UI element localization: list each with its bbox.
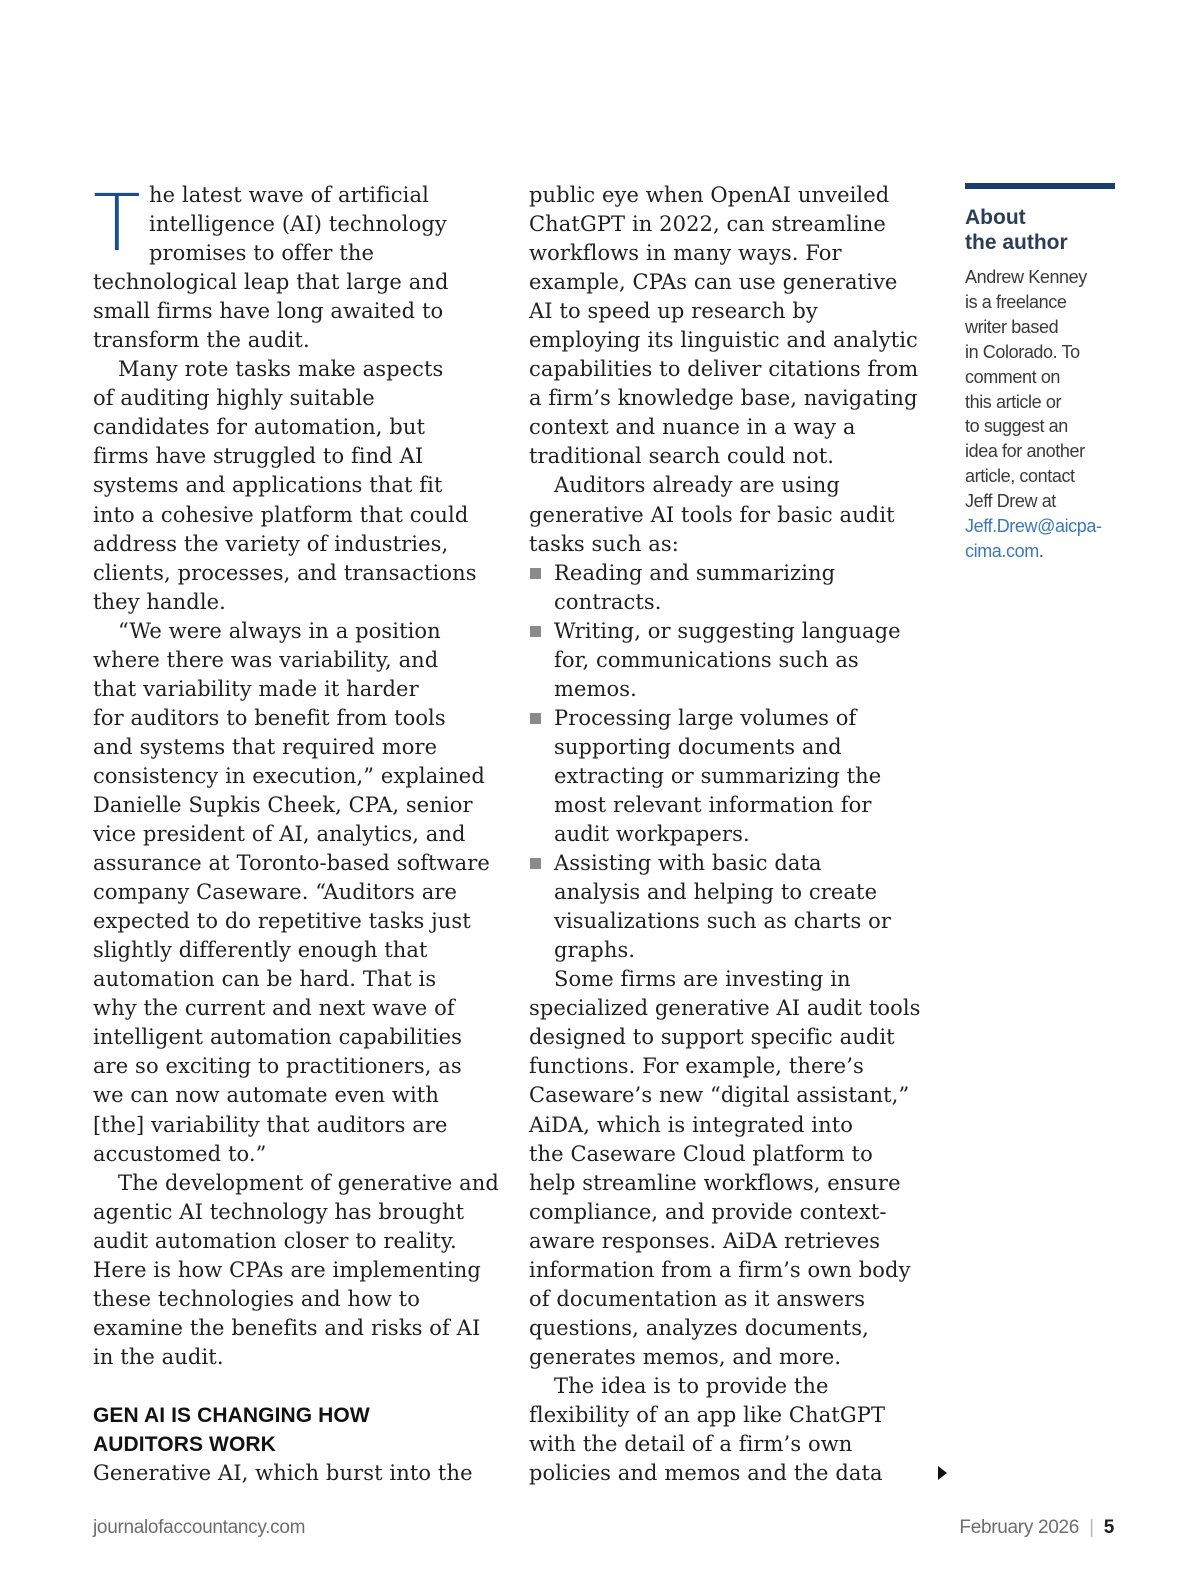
email-link[interactable] xyxy=(965,539,1115,564)
body-line: policies and memos and the data xyxy=(529,1461,883,1486)
body-line: The development of generative and xyxy=(118,1170,499,1195)
bullet-text: Assisting with basic data xyxy=(554,851,822,876)
body-line: intelligence (AI) technology xyxy=(149,212,447,237)
body-line: AI to speed up research by xyxy=(529,299,818,324)
bullet-continuation: supporting documents and xyxy=(554,734,842,759)
bio-line: writer based xyxy=(965,316,1059,337)
bio-line: in Colorado. To xyxy=(965,341,1080,362)
body-line: specialized generative AI audit tools xyxy=(529,996,921,1021)
body-line: public eye when OpenAI unveiled xyxy=(529,183,890,207)
bio-line: this article or xyxy=(965,391,1062,412)
bullet-continuation: for, communications such as xyxy=(554,647,859,672)
body-line: and systems that required more xyxy=(93,734,438,759)
body-line: systems and applications that fit xyxy=(93,473,443,498)
bullet-continuation: visualizations such as charts or xyxy=(554,909,892,934)
bullet-continuation: graphs. xyxy=(554,938,636,963)
body-line: the Caseware Cloud platform to xyxy=(529,1141,873,1166)
body-line: audit automation closer to reality. xyxy=(93,1228,457,1253)
sidebar-rule xyxy=(965,183,1115,189)
continue-arrow-icon xyxy=(938,1466,947,1480)
body-line: he latest wave of artificial xyxy=(149,183,429,207)
body-line: technological leap that large and xyxy=(93,270,449,295)
body-line: “We were always in a position xyxy=(118,618,441,643)
body-line: vice president of AI, analytics, and xyxy=(93,822,466,847)
body-line: context and nuance in a way a xyxy=(529,415,856,440)
bio-line: idea for another xyxy=(965,441,1085,462)
drop-cap: T xyxy=(93,179,141,269)
body-line: Auditors already are using xyxy=(554,473,840,498)
body-line: address the variety of industries, xyxy=(93,531,449,556)
body-line: ChatGPT in 2022, can streamline xyxy=(529,212,886,237)
section-heading: GEN AI IS CHANGING HOW xyxy=(93,1403,370,1427)
body-line: [the] variability that auditors are xyxy=(93,1112,448,1137)
body-line: into a cohesive platform that could xyxy=(93,502,469,527)
body-line: compliance, and provide context- xyxy=(529,1199,887,1224)
bio-line: Andrew Kenney xyxy=(965,267,1087,287)
page-number: 5 xyxy=(1103,1517,1114,1538)
body-line: expected to do repetitive tasks just xyxy=(93,909,471,934)
sidebar-title-line: the author xyxy=(965,231,1068,254)
bullet-text: Processing large volumes of xyxy=(554,705,857,730)
article-column-2 xyxy=(529,181,929,1488)
body-line: assurance at Toronto-based software xyxy=(93,851,490,876)
body-line: for auditors to benefit from tools xyxy=(93,705,446,730)
body-line: aware responses. AiDA retrieves xyxy=(529,1228,881,1253)
body-line: Generative AI, which burst into the xyxy=(93,1461,473,1486)
body-line: why the current and next wave of xyxy=(93,996,455,1021)
body-line: help streamline workflows, ensure xyxy=(529,1170,901,1195)
body-line: questions, analyzes documents, xyxy=(529,1315,869,1340)
body-line: firms have struggled to find AI xyxy=(93,444,424,469)
body-line: where there was variability, and xyxy=(93,647,439,672)
bullet-continuation: memos. xyxy=(554,676,637,701)
bullet-continuation: audit workpapers. xyxy=(554,822,750,847)
body-line: company Caseware. “Auditors are xyxy=(93,880,457,905)
body-line: agentic AI technology has brought xyxy=(93,1199,465,1224)
paragraph-spacer xyxy=(93,1372,505,1401)
bio-line: comment on xyxy=(965,366,1061,387)
email-period: . xyxy=(1038,540,1044,561)
square-bullet-icon xyxy=(530,713,541,724)
bullet-continuation: analysis and helping to create xyxy=(554,880,878,905)
body-line: automation can be hard. That is xyxy=(93,967,437,992)
bullet-text: Reading and summarizing xyxy=(554,560,836,585)
body-line: generative AI tools for basic audit xyxy=(529,502,895,527)
footer-site: journalofaccountancy.com xyxy=(93,1517,306,1538)
author-bio xyxy=(965,265,1115,564)
square-bullet-icon xyxy=(530,568,541,579)
bio-line: is a freelance xyxy=(965,291,1067,312)
body-line: generates memos, and more. xyxy=(529,1344,842,1369)
body-line: Here is how CPAs are implementing xyxy=(93,1257,481,1282)
email-link-text[interactable]: Jeff.Drew@aicpa- xyxy=(965,516,1102,537)
body-line: with the detail of a firm’s own xyxy=(529,1432,853,1457)
body-line: slightly differently enough that xyxy=(93,938,428,963)
body-line: of documentation as it answers xyxy=(529,1286,866,1311)
body-line: functions. For example, there’s xyxy=(529,1054,864,1079)
bullet-continuation: extracting or summarizing the xyxy=(554,763,882,788)
body-line: examine the benefits and risks of AI xyxy=(93,1315,481,1340)
body-line: in the audit. xyxy=(93,1344,224,1369)
author-sidebar xyxy=(965,183,1115,564)
bullet-item xyxy=(529,849,929,878)
body-line: AiDA, which is integrated into xyxy=(529,1112,853,1137)
body-line: a firm’s knowledge base, navigating xyxy=(529,386,918,411)
body-line: consistency in execution,” explained xyxy=(93,763,485,788)
footer-separator: | xyxy=(1089,1517,1094,1538)
body-line: example, CPAs can use generative xyxy=(529,270,898,295)
body-line: we can now automate even with xyxy=(93,1083,439,1108)
email-link[interactable] xyxy=(965,514,1115,539)
body-line: Caseware’s new “digital assistant,” xyxy=(529,1083,910,1108)
footer-date: February 2026 xyxy=(959,1517,1080,1538)
article-column-1 xyxy=(93,181,505,1488)
body-line: The idea is to provide the xyxy=(554,1373,829,1398)
body-line: that variability made it harder xyxy=(93,676,419,701)
body-line: promises to offer the xyxy=(149,241,374,266)
body-line: small firms have long awaited to xyxy=(93,299,444,324)
body-line: intelligent automation capabilities xyxy=(93,1025,463,1050)
sidebar-title-line: About xyxy=(965,206,1026,229)
body-line: candidates for automation, but xyxy=(93,415,426,440)
bullet-item xyxy=(529,617,929,646)
body-line: Danielle Supkis Cheek, CPA, senior xyxy=(93,792,473,817)
email-link-text[interactable]: cima.com xyxy=(965,540,1039,561)
body-line: they handle. xyxy=(93,589,226,614)
body-line: accustomed to.” xyxy=(93,1141,267,1166)
body-line: tasks such as: xyxy=(529,531,679,556)
body-line: capabilities to deliver citations from xyxy=(529,357,919,382)
body-line: transform the audit. xyxy=(93,328,310,353)
body-line: of auditing highly suitable xyxy=(93,386,375,411)
bullet-text: Writing, or suggesting language xyxy=(554,618,901,643)
body-line: these technologies and how to xyxy=(93,1286,420,1311)
bullet-continuation: most relevant information for xyxy=(554,792,872,817)
body-line: employing its linguistic and analytic xyxy=(529,328,918,353)
body-line: designed to support specific audit xyxy=(529,1025,895,1050)
section-heading: AUDITORS WORK xyxy=(93,1433,276,1457)
body-line: flexibility of an app like ChatGPT xyxy=(529,1402,886,1427)
body-line: clients, processes, and transactions xyxy=(93,560,477,585)
bio-line: Jeff Drew at xyxy=(965,491,1056,512)
bullet-item xyxy=(529,559,929,588)
body-line: Many rote tasks make aspects xyxy=(118,357,444,382)
body-line: workflows in many ways. For xyxy=(529,241,842,266)
bio-line: to suggest an xyxy=(965,416,1068,437)
footer-folio xyxy=(959,1517,1114,1539)
body-line: traditional search could not. xyxy=(529,444,835,469)
bullet-item xyxy=(529,704,929,733)
square-bullet-icon xyxy=(530,858,541,869)
square-bullet-icon xyxy=(530,626,541,637)
bio-line: article, contact xyxy=(965,466,1075,487)
sidebar-title xyxy=(965,205,1115,255)
body-line: are so exciting to practitioners, as xyxy=(93,1054,462,1079)
body-line: information from a firm’s own body xyxy=(529,1257,911,1282)
bullet-continuation: contracts. xyxy=(554,589,662,614)
body-line: Some firms are investing in xyxy=(554,967,851,992)
